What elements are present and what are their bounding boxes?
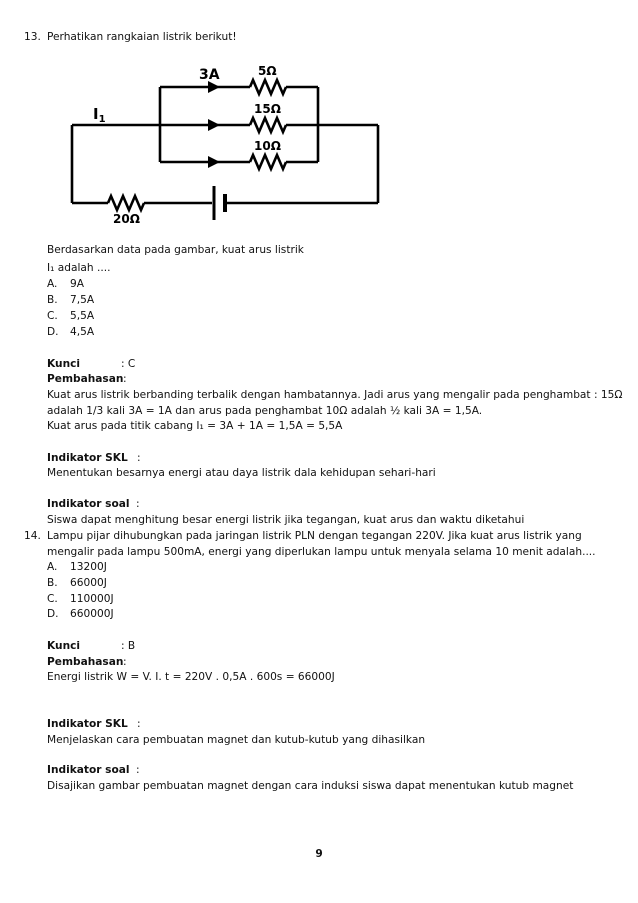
kunci-label: Kunci	[47, 640, 81, 652]
soal-label: Indikator soal	[47, 764, 130, 776]
option-letter: A.	[47, 278, 58, 290]
q13-number: 13.	[24, 31, 41, 43]
page-number: 9	[315, 848, 323, 860]
q13-option-a	[47, 277, 84, 291]
option-text: 4,5A	[70, 326, 95, 338]
option-text: 66000J	[70, 577, 107, 589]
q13-stem-line2: I₁ adalah ....	[47, 262, 111, 274]
pembahasan-label: Pembahasan	[47, 656, 124, 668]
q14-soal-text: Disajikan gambar pembuatan magnet dengan cara induksi siswa dapat menentukan kutub magnet	[47, 780, 574, 792]
q14-soal-heading	[47, 763, 140, 777]
option-text: 13200J	[70, 561, 107, 573]
q13-stem-line1: Berdasarkan data pada gambar, kuat arus listrik	[47, 244, 304, 256]
option-text: 110000J	[70, 593, 114, 605]
q13-skl-text: Menentukan besarnya energi atau daya listrik dala kehidupan sehari-hari	[47, 467, 436, 479]
q13-soal-heading	[47, 497, 140, 511]
label-10-ohm: 10Ω	[254, 139, 281, 153]
soal-colon: :	[136, 764, 140, 776]
q13-skl-heading	[47, 451, 141, 465]
q13-option-b	[47, 293, 94, 307]
soal-label: Indikator soal	[47, 498, 130, 510]
q14-pembahasan-heading	[47, 655, 127, 669]
option-letter: C.	[47, 593, 58, 605]
skl-label: Indikator SKL	[47, 452, 128, 464]
option-letter: C.	[47, 310, 58, 322]
option-letter: D.	[47, 326, 59, 338]
kunci-label: Kunci	[47, 358, 81, 370]
label-3a: 3A	[199, 67, 220, 83]
label-current-i	[93, 105, 106, 125]
label-20-ohm: 20Ω	[113, 212, 140, 226]
q13-option-d	[47, 325, 94, 339]
option-letter: D.	[47, 608, 59, 620]
label-current-i-subscript: 1	[98, 114, 106, 125]
label-5-ohm: 5Ω	[258, 64, 277, 78]
q14-option-b	[47, 576, 107, 590]
q14-option-d	[47, 607, 114, 621]
q14-skl-heading	[47, 717, 141, 731]
q13-pembahasan-heading	[47, 372, 127, 386]
option-text: 9A	[70, 278, 84, 290]
q13-pembahasan-line1: Kuat arus listrik berbanding terbalik dengan hambatannya. Jadi arus yang mengalir pada penghambat : 15Ω	[47, 389, 623, 401]
q14-prompt-line2: mengalir pada lampu 500mA, energi yang diperlukan lampu untuk menyala selama 10 menit adalah....	[47, 546, 596, 558]
q13-option-c	[47, 309, 94, 323]
q13-soal-text: Siswa dapat menghitung besar energi listrik jika tegangan, kuat arus dan waktu diketahui	[47, 514, 525, 526]
pembahasan-colon: :	[123, 373, 127, 385]
skl-colon: :	[137, 452, 141, 464]
skl-colon: :	[137, 718, 141, 730]
q13-prompt: Perhatikan rangkaian listrik berikut!	[47, 31, 237, 43]
soal-colon: :	[136, 498, 140, 510]
q14-skl-text: Menjelaskan cara pembuatan magnet dan kutub-kutub yang dihasilkan	[47, 734, 426, 746]
label-15-ohm: 15Ω	[254, 102, 281, 116]
q13-pembahasan-line2: adalah 1/3 kali 3A = 1A dan arus pada penghambat 10Ω adalah ½ kali 3A = 1,5A.	[47, 405, 483, 417]
pembahasan-colon: :	[123, 656, 127, 668]
option-text: 7,5A	[70, 294, 95, 306]
skl-label: Indikator SKL	[47, 718, 128, 730]
q14-pembahasan-line1: Energi listrik W = V. I. t = 220V . 0,5A . 600s = 66000J	[47, 671, 335, 683]
option-text: 660000J	[70, 608, 114, 620]
q14-number: 14.	[24, 530, 41, 542]
kunci-value: : C	[121, 358, 136, 370]
kunci-value: : B	[121, 640, 136, 652]
option-text: 5,5A	[70, 310, 95, 322]
q13-kunci	[47, 357, 135, 371]
option-letter: A.	[47, 561, 58, 573]
label-current-i-letter: I	[93, 105, 99, 123]
option-letter: B.	[47, 294, 58, 306]
q14-prompt-line1: Lampu pijar dihubungkan pada jaringan listrik PLN dengan tegangan 220V. Jika kuat arus listrik yang	[47, 530, 582, 542]
q13-pembahasan-line3: Kuat arus pada titik cabang I₁ = 3A + 1A = 1,5A = 5,5A	[47, 420, 343, 432]
q14-option-a	[47, 560, 107, 574]
circuit-diagram	[60, 58, 390, 228]
option-letter: B.	[47, 577, 58, 589]
q14-kunci	[47, 639, 135, 653]
pembahasan-label: Pembahasan	[47, 373, 124, 385]
q14-option-c	[47, 592, 114, 606]
